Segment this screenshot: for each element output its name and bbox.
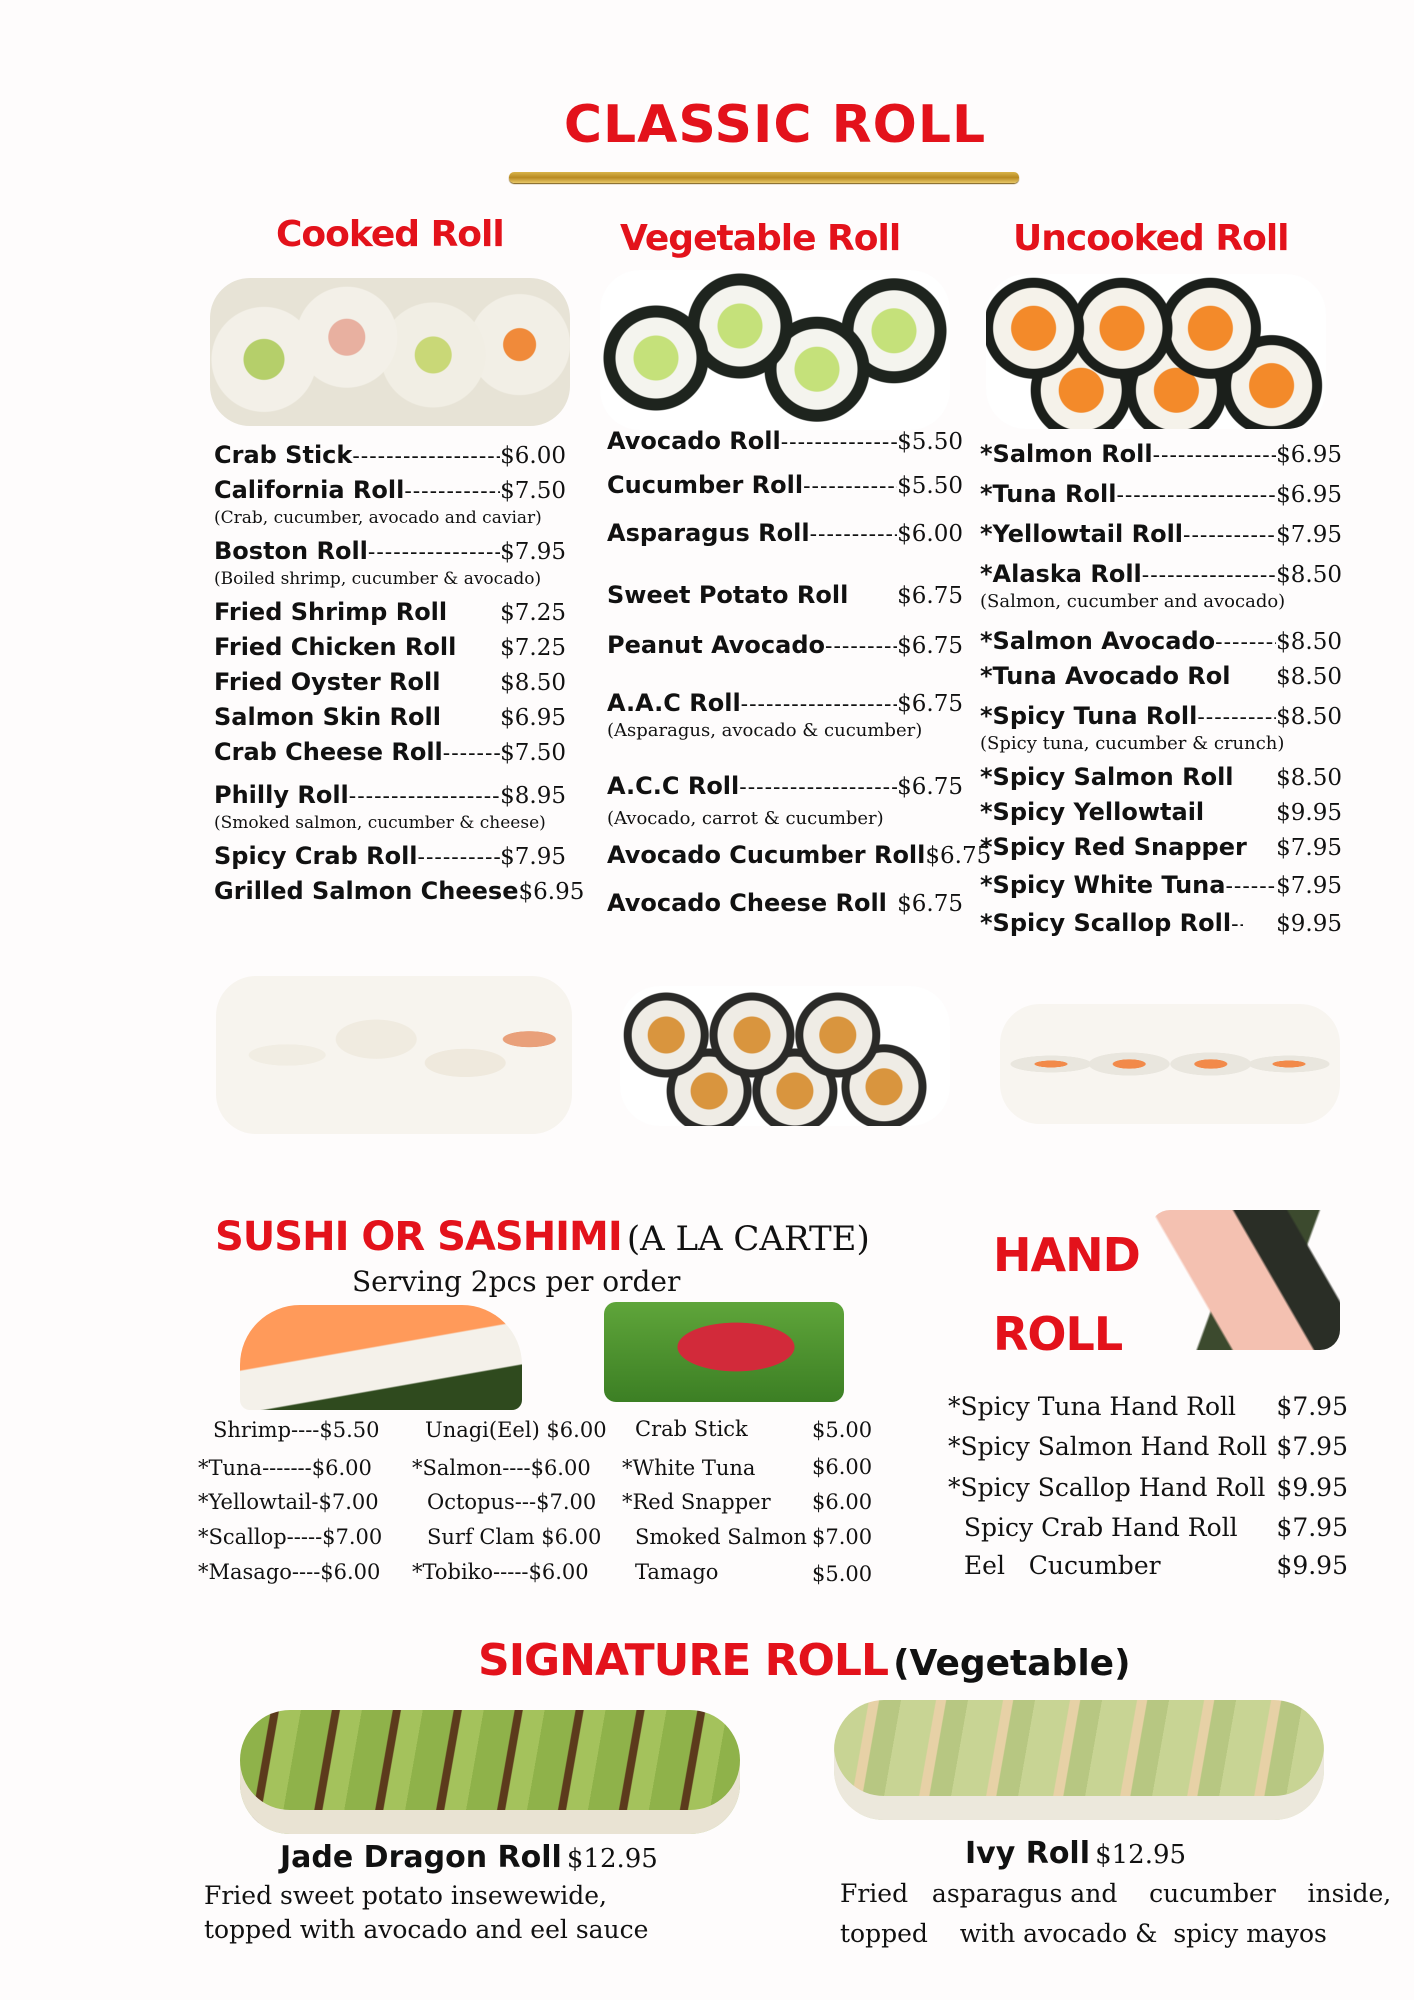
sushi-sashimi-subtitle: (A LA CARTE) <box>626 1219 870 1259</box>
sushi-item: *Scallop-----$7.00 <box>198 1525 383 1549</box>
sushi-item: Tamago <box>635 1560 719 1584</box>
hand-roll-item: *Spicy Scallop Hand Roll $9.95 <box>948 1473 1348 1502</box>
signature-roll-subtitle: (Vegetable) <box>893 1643 1131 1684</box>
menu-item: Avocado Cucumber Roll $6.75 <box>607 841 992 869</box>
sushi-item-price: $6.00 <box>812 1490 873 1514</box>
sushi-item: Shrimp----$5.50 <box>213 1418 380 1442</box>
menu-item: *Spicy White Tuna ----- $7.95 <box>980 868 1342 906</box>
hand-roll-item: *Spicy Tuna Hand Roll $7.95 <box>948 1392 1348 1421</box>
menu-item: Sweet Potato Roll $6.75 <box>607 581 963 609</box>
sushi-item-price: $7.00 <box>812 1525 873 1549</box>
sushi-item: *White Tuna <box>622 1456 756 1480</box>
uncooked-roll-list <box>980 437 1342 941</box>
menu-item: Avocado Cheese Roll $6.75 <box>607 889 963 917</box>
menu-item: *Spicy Tuna Roll ----- $8.50 <box>980 699 1342 734</box>
signature-roll-desc: topped with avocado & spicy mayos <box>840 1919 1327 1948</box>
menu-item: Fried Oyster Roll $8.50 <box>214 668 566 696</box>
jade-dragon-roll-photo <box>240 1710 740 1834</box>
ivy-roll-label <box>965 1836 1186 1871</box>
menu-item: *Spicy Red Snapper $7.95 <box>980 833 1342 861</box>
hand-roll-title-line2: ROLL <box>993 1307 1123 1361</box>
menu-item: *Spicy Scallop Roll ----- $9.95 <box>980 906 1342 941</box>
menu-item: Fried Chicken Roll $7.25 <box>214 633 566 661</box>
menu-item: *Salmon Avocado ----- $8.50 <box>980 624 1342 659</box>
signature-roll-name: Jade Dragon Roll <box>280 1840 562 1875</box>
sweet-potato-roll-photo <box>620 986 950 1126</box>
menu-item: A.A.C Roll ----- $6.75 <box>607 686 963 721</box>
menu-item: *Spicy Salmon Roll $8.50 <box>980 763 1342 791</box>
sushi-item: Crab Stick <box>635 1417 748 1441</box>
menu-item-note: (Boiled shrimp, cucumber & avocado) <box>214 569 542 589</box>
spicy-roll-photo <box>1000 1004 1340 1124</box>
menu-item-note: (Salmon, cucumber and avocado) <box>980 591 1286 612</box>
sushi-item: *Salmon----$6.00 <box>412 1456 591 1480</box>
menu-item: Spicy Crab Roll ----- $7.95 <box>214 839 566 874</box>
sushi-item-price: $5.00 <box>812 1562 873 1586</box>
sushi-item-price: $6.00 <box>812 1455 873 1479</box>
signature-roll-desc: Fried asparagus and cucumber inside, <box>840 1879 1392 1908</box>
menu-item: Grilled Salmon Cheese $6.95 <box>214 877 585 905</box>
menu-item-note: (Crab, cucumber, avocado and caviar) <box>214 508 542 528</box>
serving-note: Serving 2pcs per order <box>352 1265 681 1298</box>
menu-item: *Tuna Avocado Rol $8.50 <box>980 662 1342 690</box>
menu-item: *Tuna Roll ----- $6.95 <box>980 477 1342 517</box>
hand-roll-photo <box>1150 1210 1340 1350</box>
classic-roll-title: CLASSIC ROLL <box>563 95 987 155</box>
vegetable-roll-photo <box>600 270 950 430</box>
hand-roll-item: Eel Cucumber $9.95 <box>948 1551 1348 1580</box>
sushi-item: Octopus---$7.00 <box>427 1490 597 1514</box>
menu-item: Crab Cheese Roll ----- $7.50 <box>214 735 566 770</box>
sushi-item-price: $5.00 <box>812 1418 873 1442</box>
signature-roll-heading <box>478 1635 1131 1686</box>
sushi-item: Unagi(Eel) $6.00 <box>425 1418 607 1442</box>
menu-item-note: (Avocado, carrot & cucumber) <box>607 808 884 829</box>
menu-item: Asparagus Roll ----- $6.00 <box>607 516 963 578</box>
sushi-item: *Tuna-------$6.00 <box>198 1456 372 1480</box>
menu-item: *Salmon Roll ----- $6.95 <box>980 437 1342 477</box>
sushi-item: *Red Snapper <box>622 1490 771 1514</box>
signature-roll-title: SIGNATURE ROLL <box>478 1635 888 1686</box>
salmon-nigiri-photo <box>240 1305 522 1410</box>
menu-item-note: (Smoked salmon, cucumber & cheese) <box>214 813 546 833</box>
jade-dragon-roll-label <box>280 1840 658 1875</box>
sushi-sashimi-heading <box>215 1214 870 1260</box>
uncooked-roll-photo <box>986 274 1326 429</box>
signature-roll-name: Ivy Roll <box>965 1836 1090 1871</box>
bamboo-divider <box>509 172 1019 183</box>
signature-roll-price: $12.95 <box>566 1844 658 1874</box>
vegetable-roll-list <box>607 424 992 921</box>
menu-item: *Spicy Yellowtail $9.95 <box>980 798 1342 826</box>
cooked-roll-photo <box>210 278 570 426</box>
menu-item: Avocado Roll ----- $5.50 <box>607 424 963 468</box>
menu-item: Crab Stick ----- $6.00 <box>214 438 566 473</box>
vegetable-roll-heading: Vegetable Roll <box>620 218 901 259</box>
sushi-item: *Masago----$6.00 <box>198 1560 381 1584</box>
signature-roll-price: $12.95 <box>1095 1840 1187 1870</box>
menu-item: Peanut Avocado ----- $6.75 <box>607 628 963 686</box>
menu-item: A.C.C Roll ----- $6.75 <box>607 769 963 804</box>
signature-roll-desc: topped with avocado and eel sauce <box>204 1915 649 1944</box>
sushi-item: *Tobiko-----$6.00 <box>412 1560 589 1584</box>
cooked-roll-heading: Cooked Roll <box>276 214 504 255</box>
sushi-item: Surf Clam $6.00 <box>427 1525 602 1549</box>
ivy-roll-photo <box>834 1700 1324 1820</box>
sushi-item: *Yellowtail-$7.00 <box>198 1490 379 1514</box>
menu-item: Salmon Skin Roll $6.95 <box>214 703 566 731</box>
menu-item-note: (Spicy tuna, cucumber & crunch) <box>980 733 1285 754</box>
menu-item: Fried Shrimp Roll $7.25 <box>214 598 566 626</box>
menu-item-note: (Asparagus, avocado & cucumber) <box>607 720 923 741</box>
hand-roll-item: Spicy Crab Hand Roll $7.95 <box>948 1513 1348 1542</box>
eel-roll-photo <box>216 976 572 1134</box>
tuna-sashimi-photo <box>604 1302 844 1402</box>
cooked-roll-list <box>214 438 585 909</box>
menu-item: Cucumber Roll ----- $5.50 <box>607 468 963 516</box>
menu-item: *Alaska Roll ----- $8.50 <box>980 557 1342 592</box>
menu-item: Philly Roll ----- $8.95 <box>214 778 566 813</box>
sushi-sashimi-title: SUSHI OR SASHIMI <box>215 1214 622 1260</box>
menu-item: *Yellowtail Roll ----- $7.95 <box>980 517 1342 557</box>
menu-item: California Roll ----- $7.50 <box>214 473 566 508</box>
signature-roll-desc: Fried sweet potato insewewide, <box>204 1881 607 1910</box>
menu-item: Boston Roll ----- $7.95 <box>214 534 566 569</box>
uncooked-roll-heading: Uncooked Roll <box>1013 218 1289 259</box>
hand-roll-item: *Spicy Salmon Hand Roll $7.95 <box>948 1432 1348 1461</box>
hand-roll-title-line1: HAND <box>993 1228 1140 1282</box>
sushi-item: Smoked Salmon <box>635 1525 807 1549</box>
